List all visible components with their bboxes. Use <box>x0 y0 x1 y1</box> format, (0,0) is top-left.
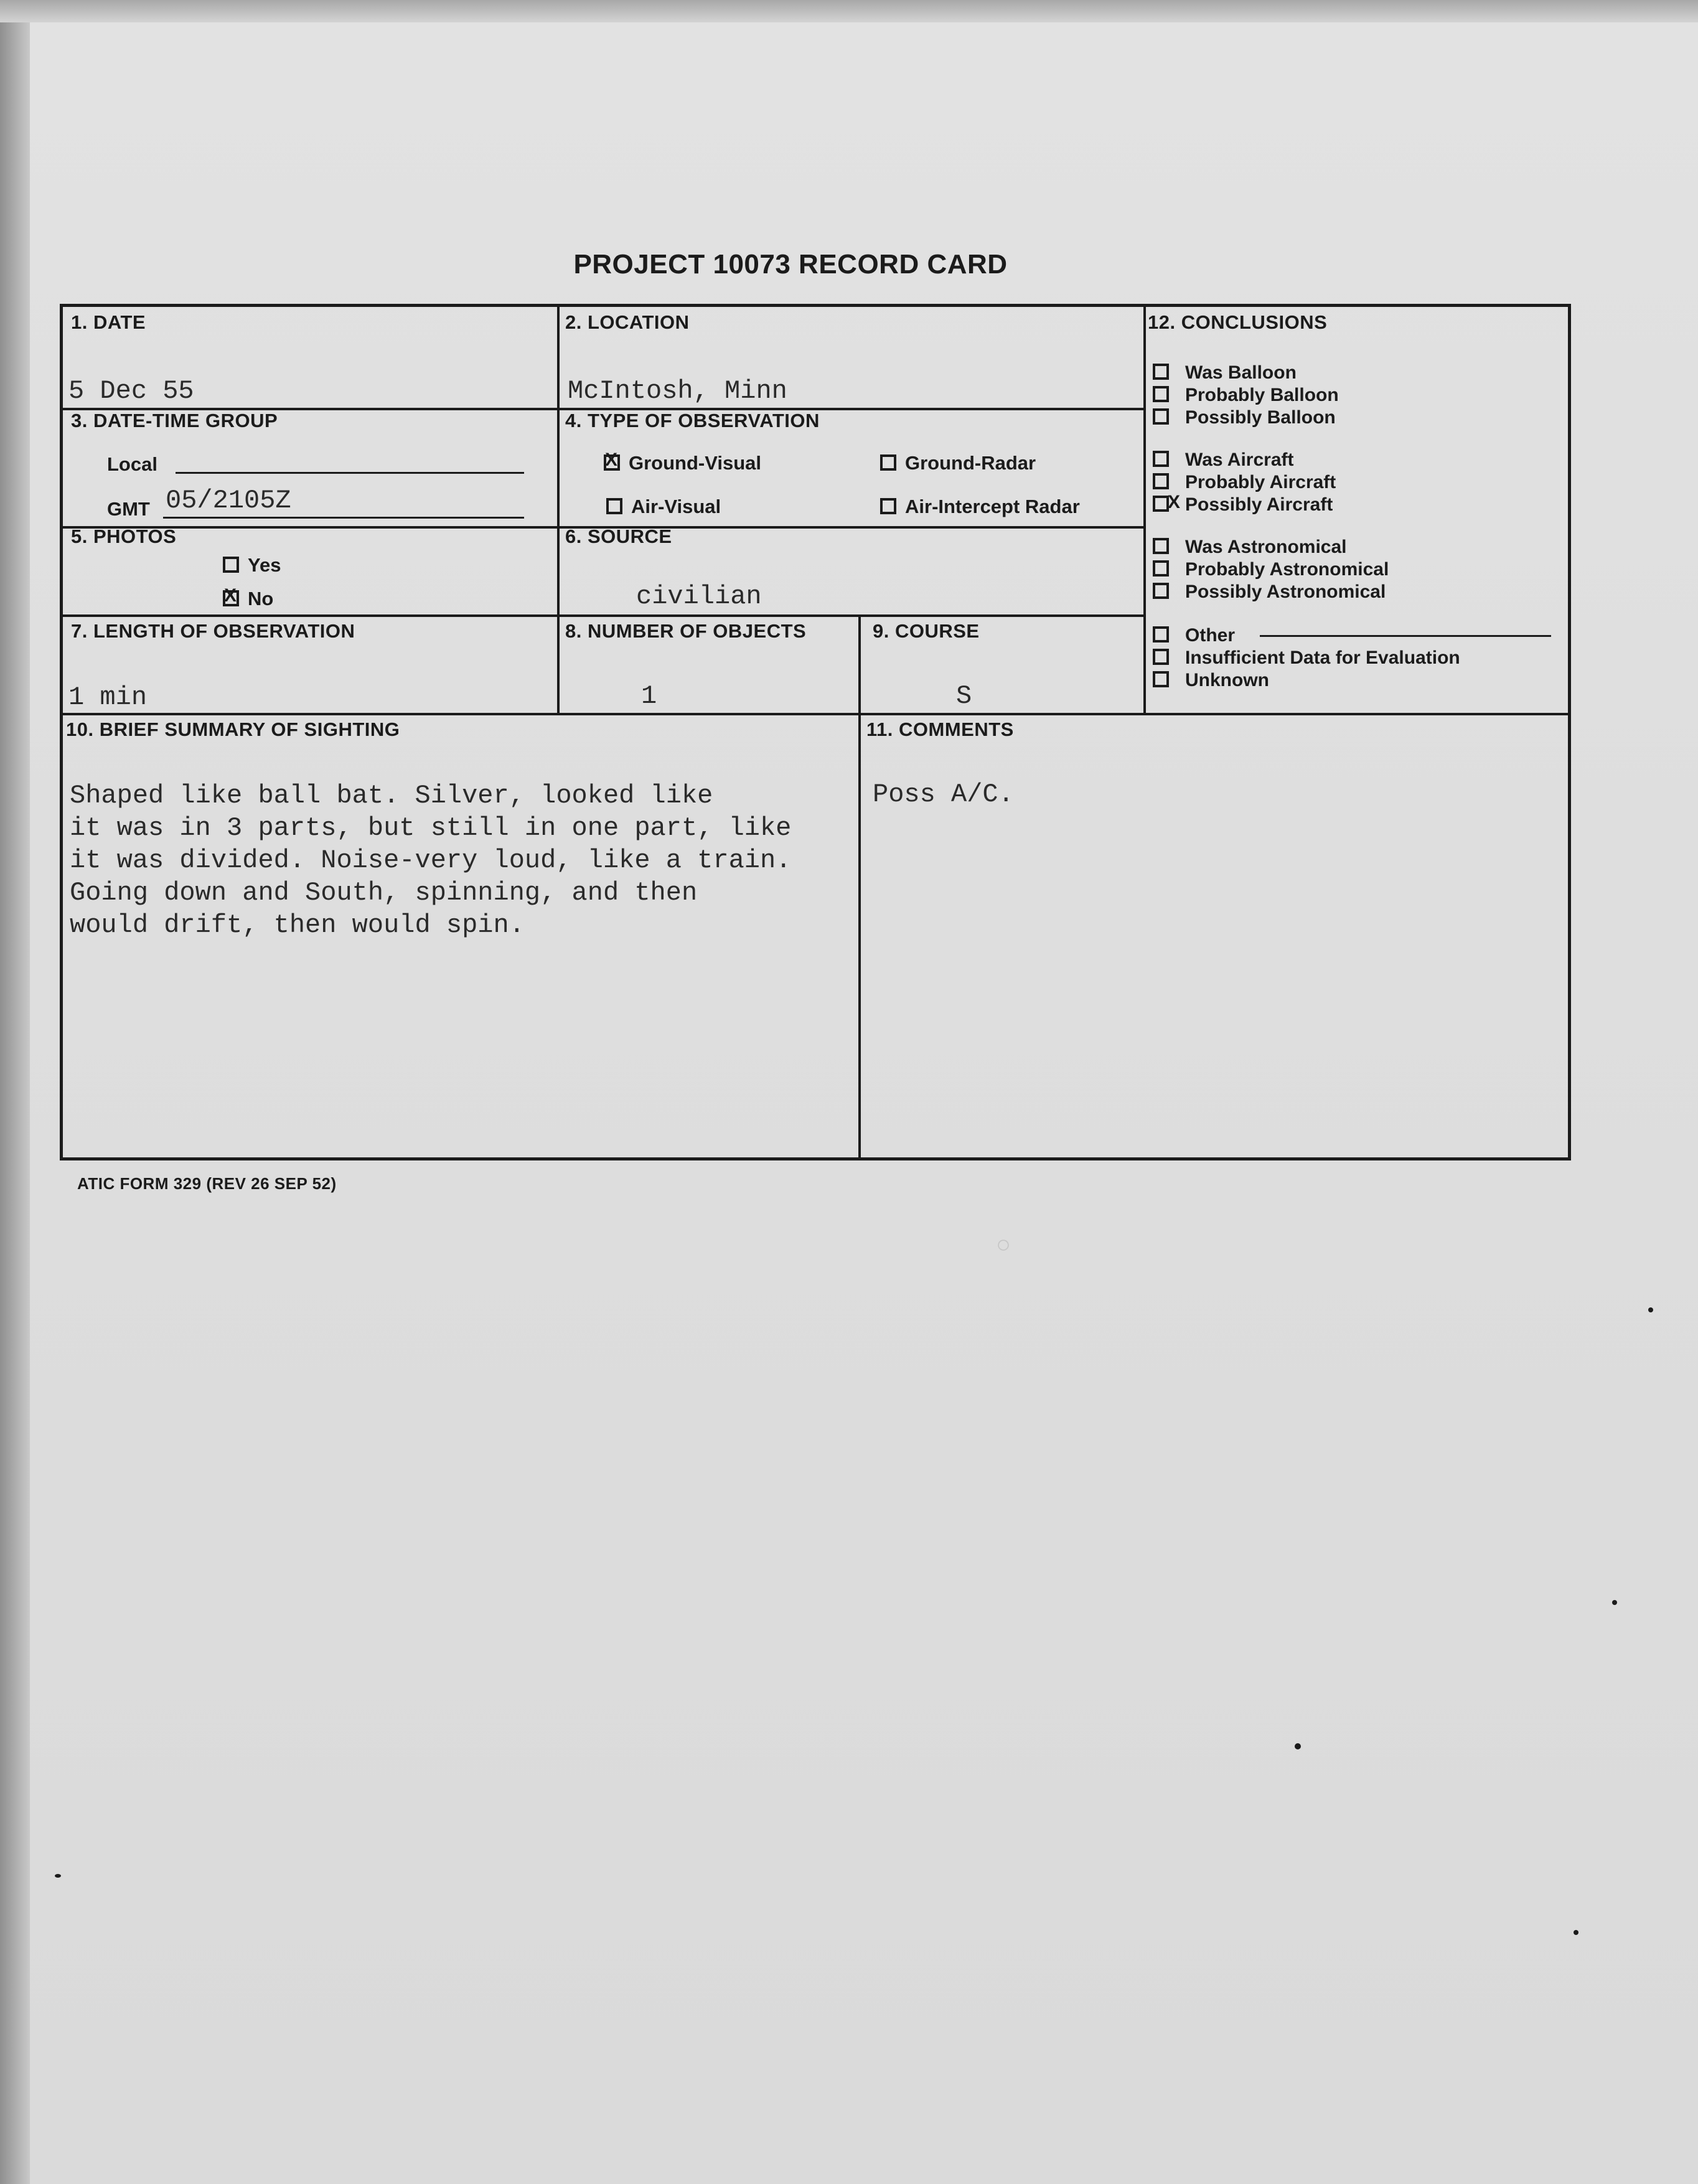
conclusion-option-possibly-aircraft[interactable] <box>1153 494 1333 515</box>
conclusion-checkbox[interactable] <box>1153 492 1181 512</box>
scan-edge-shadow <box>0 0 30 2184</box>
conclusion-option-other[interactable] <box>1153 625 1235 646</box>
conclusion-checkbox[interactable] <box>1153 583 1169 599</box>
col-divider-conclusions <box>1143 307 1146 714</box>
source-value: civilian <box>636 581 762 611</box>
dust-speck <box>1648 1307 1653 1312</box>
comments-label: 11. COMMENTS <box>866 718 1014 740</box>
conclusion-checkbox[interactable] <box>1153 408 1169 425</box>
conclusion-option-insufficient-data-for-evaluation[interactable] <box>1153 647 1460 669</box>
conclusion-checkbox[interactable] <box>1153 649 1169 665</box>
observation-option-label: Ground-Radar <box>905 452 1036 474</box>
conclusion-option-label: Probably Astronomical <box>1185 559 1389 580</box>
checkbox-x-mark: X <box>1168 492 1181 512</box>
conclusion-option-label: Possibly Aircraft <box>1185 494 1333 515</box>
photos-no-label: No <box>248 588 274 610</box>
conclusion-checkbox[interactable] <box>1153 451 1169 467</box>
length-label: 7. LENGTH OF OBSERVATION <box>71 620 355 642</box>
conclusion-checkbox[interactable] <box>1153 364 1169 380</box>
dust-speck <box>1295 1743 1301 1749</box>
dtg-gmt-label: GMT <box>107 498 150 520</box>
observation-checkbox-air-visual[interactable] <box>606 498 622 514</box>
comments-value: Poss A/C. <box>873 779 1014 809</box>
conclusion-checkbox[interactable] <box>1153 538 1169 554</box>
row-divider-photos <box>63 614 1146 617</box>
photos-checkbox-no[interactable] <box>223 585 239 606</box>
conclusion-checkbox[interactable] <box>1153 473 1169 489</box>
dtg-gmt-underline <box>163 517 524 519</box>
conclusion-option-probably-balloon[interactable] <box>1153 385 1339 406</box>
conclusion-option-unknown[interactable] <box>1153 670 1269 691</box>
conclusion-option-label: Probably Aircraft <box>1185 472 1336 492</box>
conclusions-label: 12. CONCLUSIONS <box>1148 311 1328 333</box>
summary-line: Going down and South, spinning, and then <box>70 878 698 908</box>
conclusion-option-label: Was Balloon <box>1185 362 1297 383</box>
photos-label: 5. PHOTOS <box>71 525 177 547</box>
date-value: 5 Dec 55 <box>68 376 194 406</box>
summary-line: it was in 3 parts, but still in one part, like <box>70 813 792 843</box>
location-value: McIntosh, Minn <box>568 376 787 406</box>
conclusion-checkbox[interactable] <box>1153 386 1169 402</box>
conclusion-option-possibly-astronomical[interactable] <box>1153 581 1386 603</box>
conclusion-checkbox[interactable] <box>1153 671 1169 687</box>
conclusion-option-was-astronomical[interactable] <box>1153 537 1347 558</box>
observation-checkbox-ground-visual[interactable] <box>604 450 620 471</box>
conclusion-option-was-aircraft[interactable] <box>1153 450 1294 471</box>
course-label: 9. COURSE <box>873 620 980 642</box>
observation-checkbox-ground-radar[interactable] <box>880 454 896 471</box>
form-number: ATIC FORM 329 (REV 26 SEP 52) <box>77 1174 337 1193</box>
conclusion-option-label: Possibly Astronomical <box>1185 581 1386 602</box>
scan-top-shadow <box>0 0 1698 22</box>
card-title: PROJECT 10073 RECORD CARD <box>573 249 1008 280</box>
dtg-label: 3. DATE-TIME GROUP <box>71 410 278 431</box>
conclusion-option-was-balloon[interactable] <box>1153 362 1297 384</box>
conclusion-option-label: Possibly Balloon <box>1185 407 1336 428</box>
dtg-local-underline <box>176 472 524 474</box>
summary-label: 10. BRIEF SUMMARY OF SIGHTING <box>66 718 400 740</box>
row-divider-length <box>63 713 1569 715</box>
summary-line: would drift, then would spin. <box>70 910 525 940</box>
observation-option-label: Air-Intercept Radar <box>905 496 1080 517</box>
summary-line: it was divided. Noise-very loud, like a train. <box>70 845 792 875</box>
observation-option-label: Ground-Visual <box>629 452 762 474</box>
length-value: 1 min <box>68 682 148 712</box>
photos-option-no[interactable] <box>223 585 274 610</box>
conclusion-option-label: Insufficient Data for Evaluation <box>1185 647 1460 668</box>
observation-option-label: Air-Visual <box>631 496 721 517</box>
source-label: 6. SOURCE <box>565 525 672 547</box>
conclusion-option-probably-aircraft[interactable] <box>1153 472 1336 493</box>
conclusion-option-label: Was Aircraft <box>1185 450 1294 470</box>
objects-value: 1 <box>641 681 657 711</box>
observation-option-ground-visual[interactable] <box>604 452 761 474</box>
conclusions-other-underline <box>1260 635 1551 637</box>
conclusion-option-label: Other <box>1185 625 1236 646</box>
summary-line: Shaped like ball bat. Silver, looked like <box>70 781 713 811</box>
observation-option-air-intercept-radar[interactable] <box>880 496 1080 518</box>
conclusion-checkbox[interactable] <box>1153 560 1169 577</box>
dtg-gmt-value: 05/2105Z <box>166 486 291 515</box>
conclusion-option-label: Unknown <box>1185 670 1269 690</box>
photos-option-yes[interactable] <box>223 554 281 577</box>
conclusion-option-label: Was Astronomical <box>1185 537 1347 557</box>
observation-option-ground-radar[interactable] <box>880 452 1036 474</box>
checkbox-x-mark: X <box>605 450 618 470</box>
conclusion-option-possibly-balloon[interactable] <box>1153 407 1336 428</box>
date-label: 1. DATE <box>71 311 146 333</box>
checkbox-x-mark: X <box>224 585 237 606</box>
conclusion-checkbox[interactable] <box>1153 626 1169 642</box>
objects-label: 8. NUMBER OF OBJECTS <box>565 620 807 642</box>
observation-option-air-visual[interactable] <box>606 496 721 518</box>
observation-checkbox-air-intercept-radar[interactable] <box>880 498 896 514</box>
conclusion-option-label: Probably Balloon <box>1185 385 1339 405</box>
observation-label: 4. TYPE OF OBSERVATION <box>565 410 820 431</box>
course-value: S <box>956 681 972 711</box>
dtg-local-label: Local <box>107 453 157 475</box>
photos-yes-label: Yes <box>248 554 281 576</box>
dust-speck <box>55 1874 61 1878</box>
bleed-through-mark: ○ <box>996 1233 1011 1261</box>
dust-speck <box>1574 1930 1578 1935</box>
conclusion-option-probably-astronomical[interactable] <box>1153 559 1389 580</box>
photos-checkbox-yes[interactable] <box>223 557 239 573</box>
summary-text <box>70 779 879 941</box>
col-divider-main <box>557 307 560 713</box>
location-label: 2. LOCATION <box>565 311 690 333</box>
dust-speck <box>1612 1600 1617 1605</box>
